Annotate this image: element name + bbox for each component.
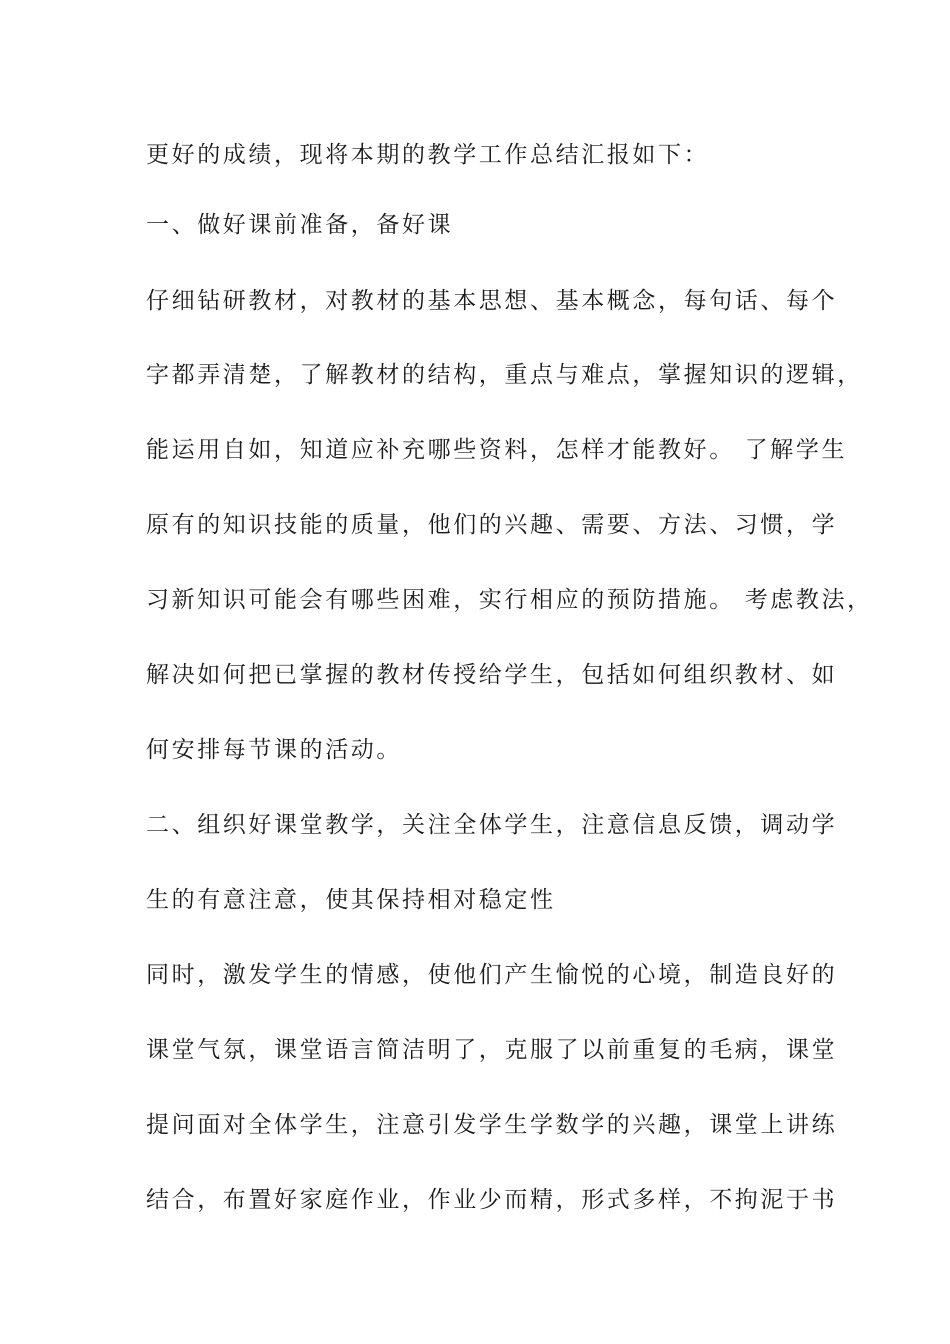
section-heading-2: 二、组织好课堂教学，关注全体学生，注意信息反馈，调动学 — [146, 812, 838, 838]
text-line: 更好的成绩，现将本期的教学工作总结汇报如下： — [146, 142, 710, 168]
text-line: 提问面对全体学生，注意引发学生学数学的兴趣，课堂上讲练 — [146, 1112, 838, 1138]
text-line: 同时，激发学生的情感，使他们产生愉悦的心境，制造良好的 — [146, 962, 838, 988]
text-line: 仔细钻研教材，对教材的基本思想、基本概念，每句话、每个 — [146, 288, 838, 314]
section-heading-1: 一、做好课前准备，备好课 — [146, 212, 454, 238]
text-line: 能运用自如，知道应补充哪些资料，怎样才能教好。 了解学生 — [146, 437, 848, 463]
text-line: 何安排每节课的活动。 — [146, 737, 402, 763]
section-heading-2-cont: 生的有意注意，使其保持相对稳定性 — [146, 887, 556, 913]
text-line: 习新知识可能会有哪些困难，实行相应的预防措施。 考虑教法， — [146, 587, 873, 613]
text-line: 结合，布置好家庭作业，作业少而精，形式多样，不拘泥于书 — [146, 1187, 838, 1213]
text-line: 原有的知识技能的质量，他们的兴趣、需要、方法、习惯，学 — [146, 512, 838, 538]
text-line: 字都弄清楚，了解教材的结构，重点与难点，掌握知识的逻辑， — [146, 362, 863, 388]
text-line: 课堂气氛，课堂语言简洁明了，克服了以前重复的毛病，课堂 — [146, 1037, 838, 1063]
text-line: 解决如何把已掌握的教材传授给学生，包括如何组织教材、如 — [146, 662, 838, 688]
